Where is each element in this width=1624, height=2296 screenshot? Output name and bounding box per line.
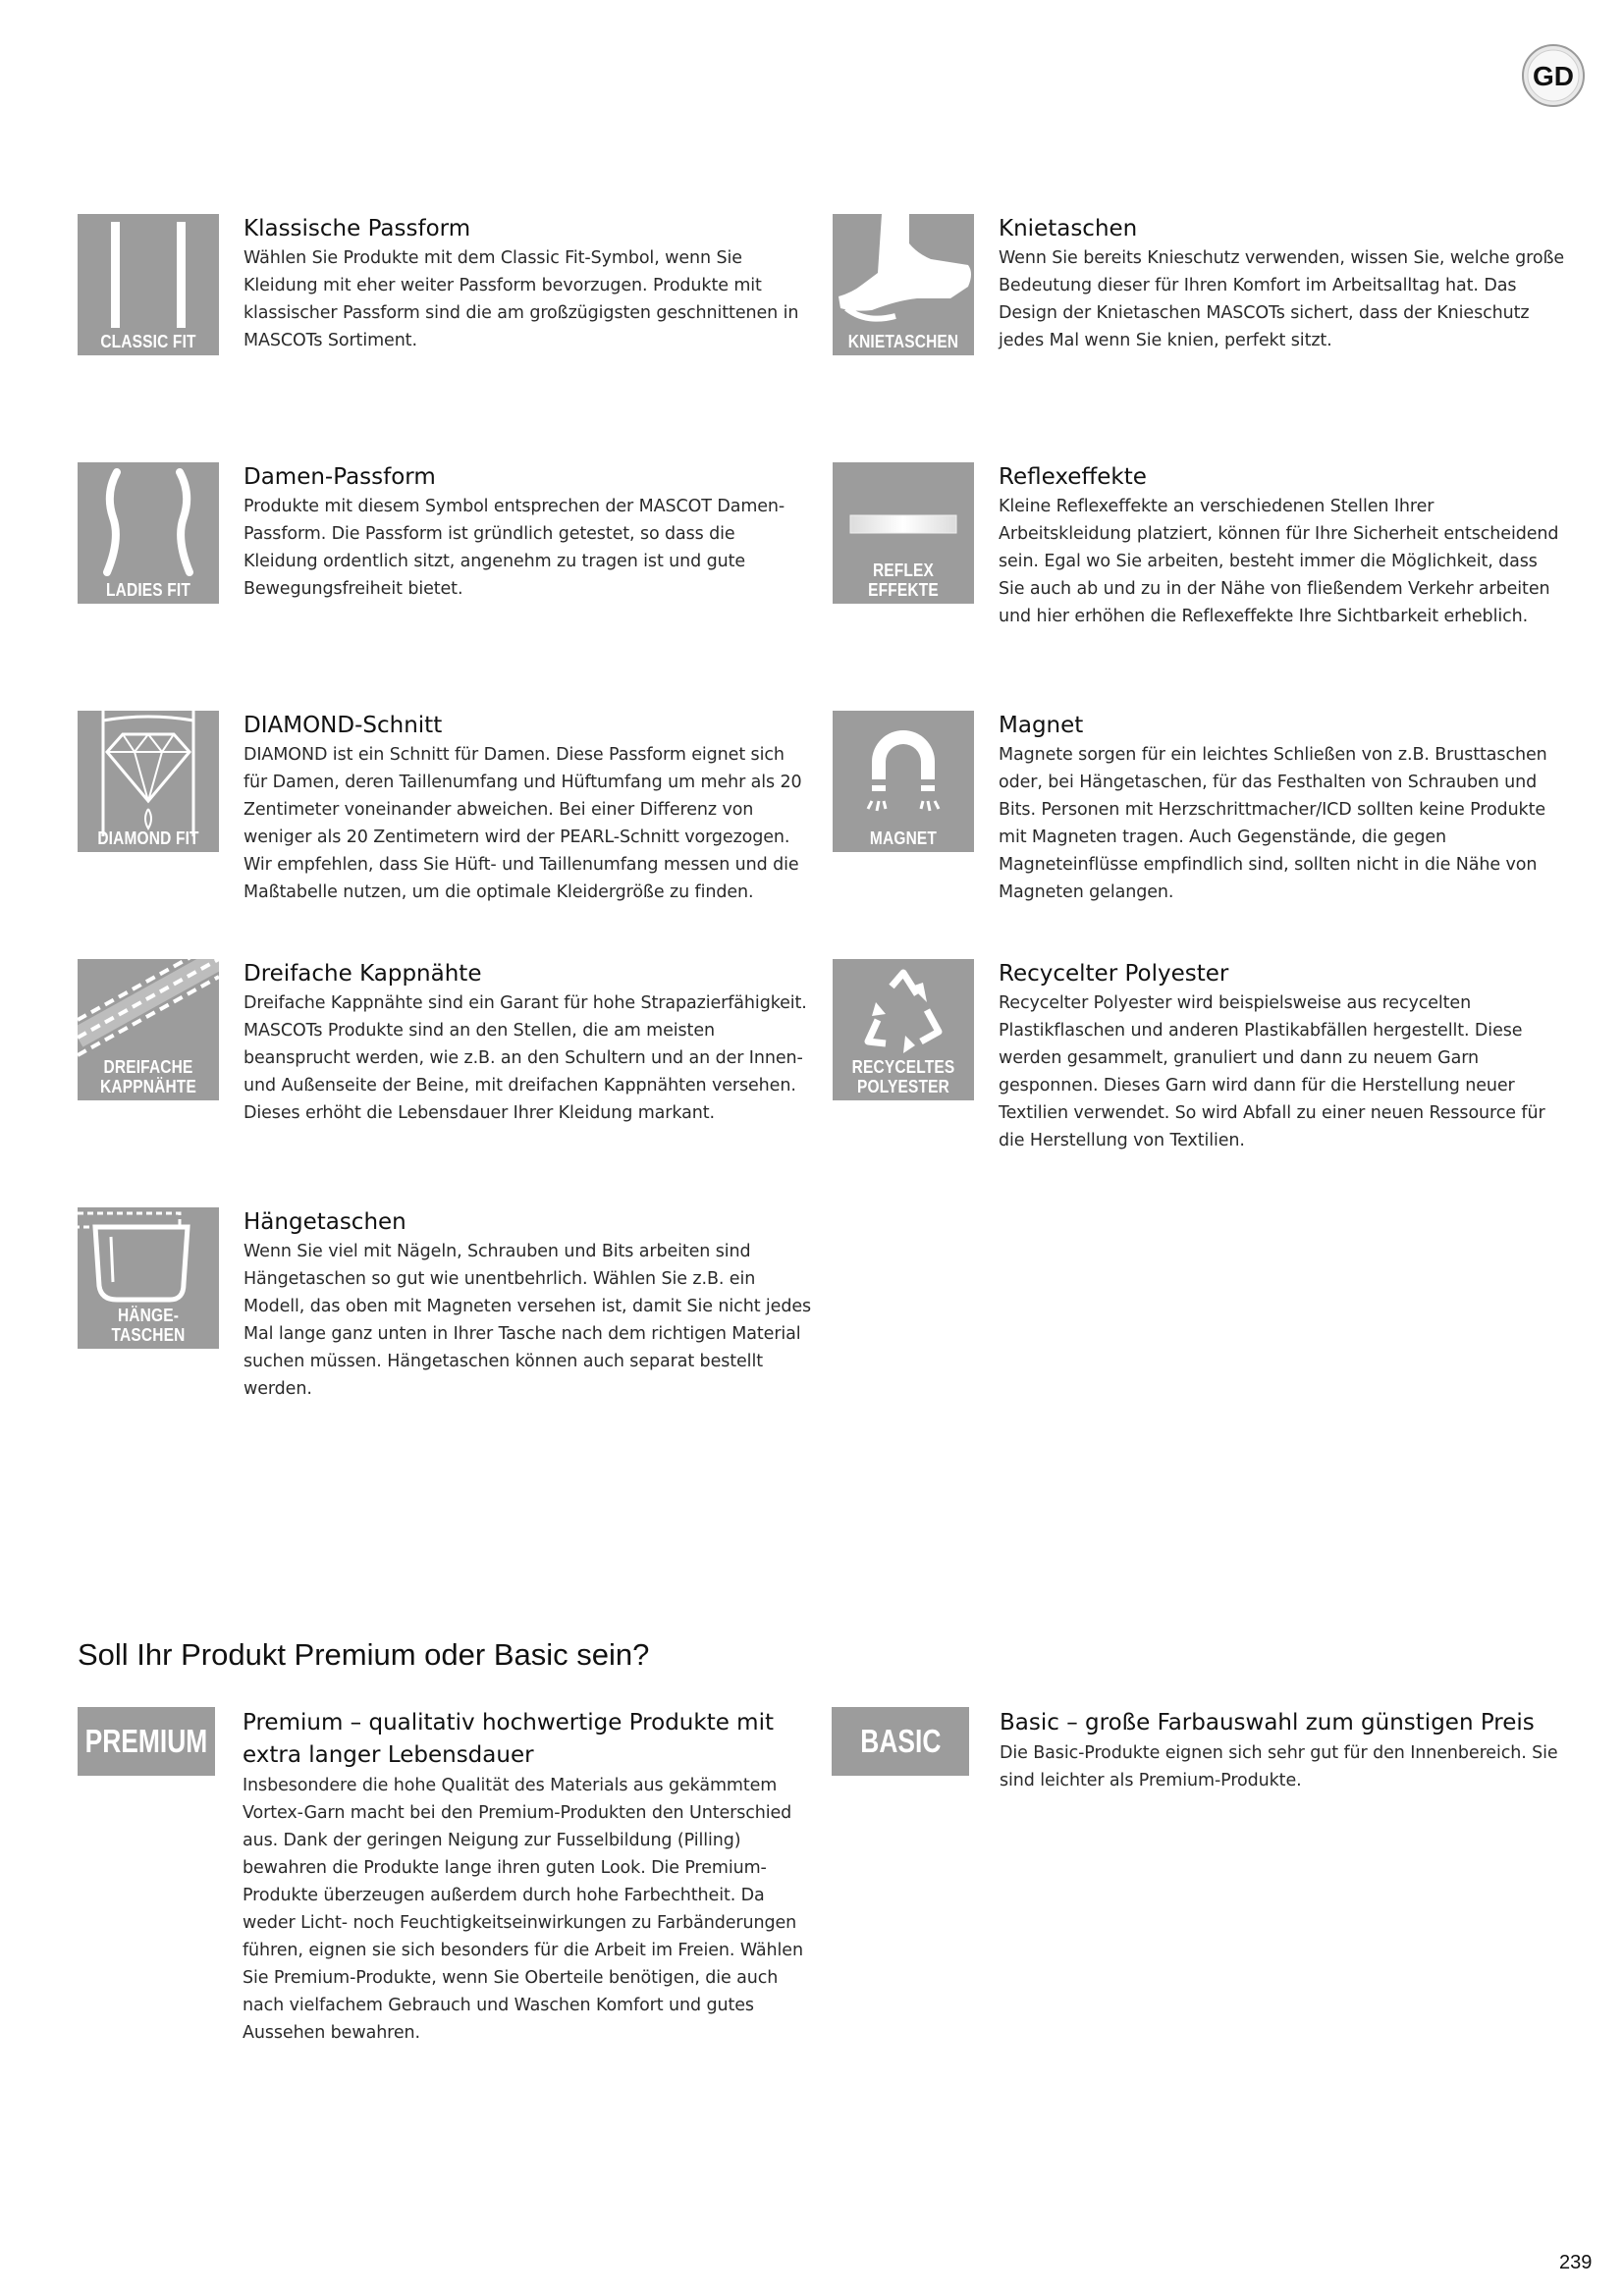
recycle-label: RECYCELTES POLYESTER xyxy=(851,1057,955,1096)
premium-title: Premium – qualitativ hochwertige Produkte mit extra langer Lebensdauer xyxy=(243,1710,774,1768)
holster-pocket-badge xyxy=(78,1207,219,1349)
classic-fit-label: CLASSIC FIT xyxy=(100,332,196,351)
diamond-fit-badge xyxy=(78,711,219,852)
magnet-label: MAGNET xyxy=(869,828,938,848)
classic-fit-title: Klassische Passform xyxy=(244,216,471,241)
diamond-fit-text: DIAMOND ist ein Schnitt für Damen. Diese Passform eignet sich für Damen, deren Taillenumfang und Hüftumfang um mehr als 20 Zentimeter voneinander abweichen. Bei einer Differenz von weniger als 20 Zentimetern wird der PEARL-Schnitt vorgezogen. Wir empfehlen, dass Sie Hüft- und Taillenumfang messen und die Maßtabelle nutzen, um die optimale Kleidergröße zu finden. xyxy=(244,745,802,902)
kneepad-pocket-label: KNIETASCHEN xyxy=(847,332,959,351)
triple-seam-badge xyxy=(78,959,219,1100)
gd-logo-icon xyxy=(1521,43,1586,108)
triple-seam-text: Dreifache Kappnähte sind ein Garant für hohe Strapazierfähigkeit. MASCOTs Produkte sind an den Stellen, die am meisten beansprucht werden, wie z.B. an den Schultern und an der Innen- und Außenseite der Beine, mit dreifachen Kappnähten versehen. Dieses erhöht die Lebensdauer Ihrer Kleidung markant. xyxy=(244,993,807,1123)
premium-text: Insbesondere die hohe Qualität des Materials aus gekämmtem Vortex-Garn macht bei den Premium-Produkten den Unterschied aus. Dank der geringen Neigung zur Fusselbildung (Pilling) bewahren die Produkte lange ihren guten Look. Die Premium-Produkte überzeugen außerdem durch hohe Farbechtheit. Da weder Licht- noch Feuchtigkeitseinwirkungen zu Farbänderungen führen, eignen sie sich besonders für die Arbeit im Freien. Wählen Sie Premium-Produkte, wenn Sie Oberteile benötigen, die auch nach vielfachem Gebrauch und Waschen Komfort und gutes Aussehen bewahren. xyxy=(243,1776,803,2043)
magnet-title: Magnet xyxy=(999,713,1084,738)
reflex-label: REFLEX EFFEKTE xyxy=(868,561,939,600)
triple-seam-label: DREIFACHE KAPPNÄHTE xyxy=(100,1057,196,1096)
page-number: 239 xyxy=(1559,2252,1593,2273)
reflex-badge xyxy=(833,462,974,604)
premium-badge xyxy=(78,1707,215,1776)
holster-pocket-title: Hängetaschen xyxy=(244,1209,406,1235)
ladies-fit-label: LADIES FIT xyxy=(106,580,190,600)
kneepad-pocket-badge xyxy=(833,214,974,355)
holster-pocket-label: HÄNGE- TASCHEN xyxy=(111,1306,186,1345)
ladies-fit-text: Produkte mit diesem Symbol entsprechen der MASCOT Damen-Passform. Die Passform ist gründlich getestet, so dass die Kleidung ordentlich sitzt, angenehm zu tragen ist und gute Bewegungsfreiheit bietet. xyxy=(244,497,785,599)
recycle-text: Recycelter Polyester wird beispielsweise aus recycelten Plastikflaschen und anderen Plastikabfällen hergestellt. Diese werden gesammelt, granuliert und dann zu neuem Garn gesponnen. Dieses Garn wird dann für die Herstellung neuer Textilien verwendet. So wird Abfall zu einer neuen Ressource für die Herstellung von Textilien. xyxy=(999,993,1545,1150)
ladies-fit-title: Damen-Passform xyxy=(244,464,436,490)
recycle-badge xyxy=(833,959,974,1100)
triple-seam-title: Dreifache Kappnähte xyxy=(244,961,482,987)
basic-text: Die Basic-Produkte eignen sich sehr gut für den Innenbereich. Sie sind leichter als Premium-Produkte. xyxy=(1000,1743,1558,1790)
magnet-text: Magnete sorgen für ein leichtes Schließen von z.B. Brusttaschen oder, bei Hängetaschen, für das Festhalten von Schrauben und Bits. Personen mit Herzschrittmacher/ICD sollten keine Produkte mit Magneten tragen. Auch Gegenstände, die gegen Magneteinflüsse empfindlich sind, sollten nicht in die Nähe von Magneten gelangen. xyxy=(999,745,1547,902)
diamond-fit-label: DIAMOND FIT xyxy=(97,828,199,848)
diamond-fit-title: DIAMOND-Schnitt xyxy=(244,713,443,738)
basic-title: Basic – große Farbauswahl zum günstigen Preis xyxy=(1000,1710,1535,1735)
reflex-title: Reflexeffekte xyxy=(999,464,1147,490)
kneepad-pocket-title: Knietaschen xyxy=(999,216,1138,241)
logo-text: GD xyxy=(1533,61,1574,91)
recycle-title: Recycelter Polyester xyxy=(999,961,1229,987)
classic-fit-badge xyxy=(78,214,219,355)
classic-fit-text: Wählen Sie Produkte mit dem Classic Fit-Symbol, wenn Sie Kleidung mit eher weiter Passform bevorzugen. Produkte mit klassischer Passform sind die am großzügigsten geschnittenen in MASCOTs Sortiment. xyxy=(244,248,799,350)
kneepad-pocket-text: Wenn Sie bereits Knieschutz verwenden, wissen Sie, welche große Bedeutung dieser für Ihren Komfort im Arbeitsalltag hat. Das Design der Knietaschen MASCOTs sichert, dass der Knieschutz jedes Mal wenn Sie knien, perfekt sitzt. xyxy=(999,248,1565,350)
premium-badge-text: PREMIUM xyxy=(84,1723,208,1759)
basic-badge-text: BASIC xyxy=(859,1723,942,1759)
holster-pocket-text: Wenn Sie viel mit Nägeln, Schrauben und Bits arbeiten sind Hängetaschen so gut wie unentbehrlich. Wählen Sie z.B. ein Modell, das oben mit Magneten versehen ist, damit Sie nicht jedes Mal lange ganz unten in Ihrer Tasche nach dem richtigen Material suchen müssen. Hängetaschen können auch separat bestellt werden. xyxy=(244,1242,812,1399)
basic-badge xyxy=(832,1707,969,1776)
reflex-text: Kleine Reflexeffekte an verschiedenen Stellen Ihrer Arbeitskleidung platziert, können für Ihre Sicherheit entscheidend sein. Egal wo Sie arbeiten, besteht immer die Möglichkeit, dass Sie auch ab und zu in der Nähe von fließendem Verkehr arbeiten und hier erhöhen die Reflexeffekte Ihre Sichtbarkeit erheblich. xyxy=(999,497,1559,626)
section-heading: Soll Ihr Produkt Premium oder Basic sein? xyxy=(78,1637,650,1672)
magnet-badge xyxy=(833,711,974,852)
ladies-fit-badge xyxy=(78,462,219,604)
